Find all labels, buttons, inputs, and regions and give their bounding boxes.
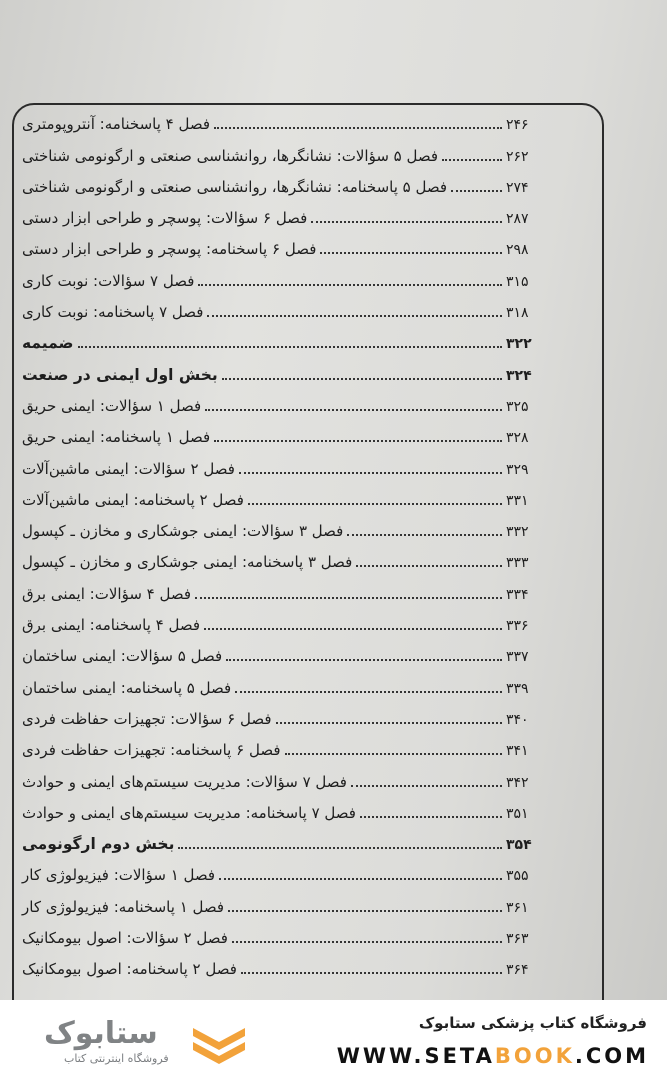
- toc-row: [22, 952, 546, 983]
- toc-entry-title: فصل ۳ سؤالات: ایمنی جوشکاری و مخازن ـ کپسول: [22, 522, 344, 541]
- toc-row: [22, 889, 546, 920]
- toc-leader-dots: [198, 284, 502, 286]
- toc-row: [22, 764, 546, 795]
- toc-page-number: ۳۴۰: [506, 711, 529, 728]
- toc-page-number: ۳۶۳: [506, 931, 529, 948]
- toc-leader-dots: [442, 159, 502, 161]
- toc-leader-dots: [235, 691, 502, 693]
- toc-entry-title: فصل ۶ سؤالات: تجهیزات حفاظت فردی: [22, 709, 272, 728]
- table-of-contents: [22, 107, 546, 983]
- store-name: فروشگاه کتاب پزشکی ستابوک: [418, 1014, 647, 1032]
- toc-entry-title: فصل ۷ پاسخنامه: مدیریت سیستم‌های ایمنی و حوادث: [22, 803, 356, 822]
- toc-leader-dots: [356, 565, 502, 567]
- toc-row: [22, 576, 546, 607]
- toc-page-number: ۳۴۱: [506, 743, 529, 760]
- toc-row: [22, 483, 546, 514]
- toc-entry-title: فصل ۵ پاسخنامه: ایمنی ساختمان: [22, 678, 232, 697]
- logo-text: ستابوک: [44, 1016, 158, 1051]
- toc-entry-title: فصل ۷ سؤالات: مدیریت سیستم‌های ایمنی و حوادث: [22, 772, 347, 791]
- toc-leader-dots: [285, 753, 503, 755]
- toc-entry-title: فصل ۴ سؤالات: ایمنی برق: [22, 584, 192, 603]
- toc-entry-title: فصل ۶ سؤالات: پوسچر و طراحی ابزار دستی: [22, 209, 308, 228]
- toc-row: [22, 420, 546, 451]
- toc-entry-title: فصل ۵ پاسخنامه: نشانگرها، روانشناسی صنعتی و ارگونومی شناختی: [22, 177, 448, 196]
- toc-page-number: ۲۸۷: [506, 211, 529, 228]
- toc-row: [22, 921, 546, 952]
- toc-row: [22, 451, 546, 482]
- toc-page-number: ۳۲۸: [506, 430, 529, 447]
- toc-page-number: ۳۳۳: [506, 555, 529, 572]
- toc-entry-title: ضمیمه: [22, 334, 74, 353]
- url-brand-b: BOOK: [494, 1044, 575, 1068]
- toc-leader-dots: [276, 722, 503, 724]
- url-prefix: WWW.: [336, 1044, 425, 1068]
- toc-leader-dots: [228, 910, 502, 912]
- setabook-logo[interactable]: [14, 1014, 264, 1070]
- toc-row: [22, 608, 546, 639]
- toc-row: [22, 733, 546, 764]
- toc-entry-title: فصل ۳ پاسخنامه: ایمنی جوشکاری و مخازن ـ کپسول: [22, 553, 353, 572]
- toc-leader-dots: [226, 659, 502, 661]
- toc-row: [22, 107, 546, 138]
- toc-entry-title: فصل ۴ پاسخنامه: ایمنی برق: [22, 616, 201, 635]
- toc-leader-dots: [347, 534, 502, 536]
- toc-leader-dots: [195, 597, 502, 599]
- toc-page-number: ۲۷۴: [506, 179, 529, 196]
- toc-row: [22, 170, 546, 201]
- url-suffix: .COM: [574, 1044, 649, 1068]
- toc-row: [22, 232, 546, 263]
- toc-page-number: ۳۳۲: [506, 524, 529, 541]
- toc-leader-dots: [451, 190, 502, 192]
- toc-leader-dots: [320, 252, 502, 254]
- toc-page-number: ۲۶۲: [506, 148, 529, 165]
- store-url[interactable]: [337, 1044, 649, 1068]
- toc-page-number: ۳۵۱: [506, 805, 529, 822]
- toc-leader-dots: [241, 972, 502, 974]
- toc-page-number: ۲۹۸: [506, 242, 529, 259]
- toc-entry-title: فصل ۱ پاسخنامه: ایمنی حریق: [22, 428, 211, 447]
- toc-row: [22, 295, 546, 326]
- toc-leader-dots: [311, 221, 502, 223]
- toc-row: [22, 639, 546, 670]
- toc-page-number: ۳۲۹: [506, 461, 529, 478]
- toc-page-number: ۳۳۹: [506, 680, 529, 697]
- toc-page-number: ۳۴۲: [506, 774, 529, 791]
- toc-row: [22, 670, 546, 701]
- toc-leader-dots: [207, 315, 502, 317]
- toc-leader-dots: [222, 378, 502, 380]
- toc-leader-dots: [360, 816, 502, 818]
- toc-row: [22, 389, 546, 420]
- toc-page-number: ۳۲۵: [506, 398, 529, 415]
- toc-row: [22, 858, 546, 889]
- toc-entry-title: بخش اول ایمنی در صنعت: [22, 365, 218, 384]
- toc-page-number: ۳۳۴: [506, 586, 529, 603]
- toc-entry-title: فصل ۲ پاسخنامه: ایمنی ماشین‌آلات: [22, 490, 244, 509]
- toc-page-number: ۳۲۴: [506, 367, 532, 384]
- toc-entry-title: فصل ۲ پاسخنامه: اصول بیومکانیک: [22, 960, 237, 979]
- toc-leader-dots: [214, 127, 502, 129]
- toc-leader-dots: [78, 346, 503, 348]
- toc-page-number: ۳۵۵: [506, 868, 529, 885]
- toc-leader-dots: [178, 847, 502, 849]
- toc-page-number: ۳۶۴: [506, 962, 529, 979]
- toc-page-number: ۳۳۱: [506, 492, 529, 509]
- toc-entry-title: فصل ۷ پاسخنامه: نوبت کاری: [22, 303, 204, 322]
- book-stack-icon: [189, 1020, 249, 1068]
- toc-page-number: ۳۱۸: [506, 305, 529, 322]
- toc-row: [22, 138, 546, 169]
- url-brand-a: SETA: [424, 1044, 495, 1068]
- toc-section-row: [22, 827, 546, 858]
- toc-page-number: ۳۱۵: [506, 273, 529, 290]
- toc-leader-dots: [205, 409, 502, 411]
- toc-leader-dots: [204, 628, 502, 630]
- toc-page-number: ۲۴۶: [506, 117, 529, 134]
- logo-subtitle: فروشگاه اینترنتی کتاب: [64, 1052, 169, 1065]
- toc-entry-title: فصل ۶ پاسخنامه: پوسچر و طراحی ابزار دستی: [22, 240, 317, 259]
- toc-entry-title: فصل ۵ سؤالات: ایمنی ساختمان: [22, 647, 223, 666]
- toc-leader-dots: [248, 503, 502, 505]
- toc-row: [22, 702, 546, 733]
- toc-row: [22, 796, 546, 827]
- toc-entry-title: فصل ۴ پاسخنامه: آنتروپومتری: [22, 115, 211, 134]
- toc-entry-title: فصل ۱ سؤالات: ایمنی حریق: [22, 396, 202, 415]
- toc-row: [22, 545, 546, 576]
- toc-entry-title: فصل ۵ سؤالات: نشانگرها، روانشناسی صنعتی و ارگونومی شناختی: [22, 146, 439, 165]
- toc-leader-dots: [351, 785, 502, 787]
- toc-leader-dots: [214, 440, 502, 442]
- toc-entry-title: فصل ۲ سؤالات: اصول بیومکانیک: [22, 929, 228, 948]
- toc-entry-title: فصل ۱ سؤالات: فیزیولوژی کار: [22, 866, 216, 885]
- toc-page-number: ۳۲۲: [506, 336, 532, 353]
- toc-entry-title: بخش دوم ارگونومی: [22, 835, 175, 854]
- toc-section-row: [22, 326, 546, 357]
- toc-leader-dots: [239, 472, 502, 474]
- toc-entry-title: فصل ۲ سؤالات: ایمنی ماشین‌آلات: [22, 459, 235, 478]
- toc-leader-dots: [219, 878, 502, 880]
- toc-row: [22, 201, 546, 232]
- toc-page-number: ۳۳۶: [506, 618, 529, 635]
- toc-entry-title: فصل ۷ سؤالات: نوبت کاری: [22, 271, 195, 290]
- footer-banner: [0, 1000, 667, 1079]
- toc-row: [22, 514, 546, 545]
- toc-page-number: ۳۵۴: [506, 837, 532, 854]
- toc-section-row: [22, 357, 546, 388]
- toc-leader-dots: [232, 941, 502, 943]
- toc-page-number: ۳۳۷: [506, 649, 529, 666]
- toc-entry-title: فصل ۱ پاسخنامه: فیزیولوژی کار: [22, 897, 225, 916]
- toc-row: [22, 263, 546, 294]
- toc-page-number: ۳۶۱: [506, 899, 529, 916]
- toc-entry-title: فصل ۶ پاسخنامه: تجهیزات حفاظت فردی: [22, 741, 281, 760]
